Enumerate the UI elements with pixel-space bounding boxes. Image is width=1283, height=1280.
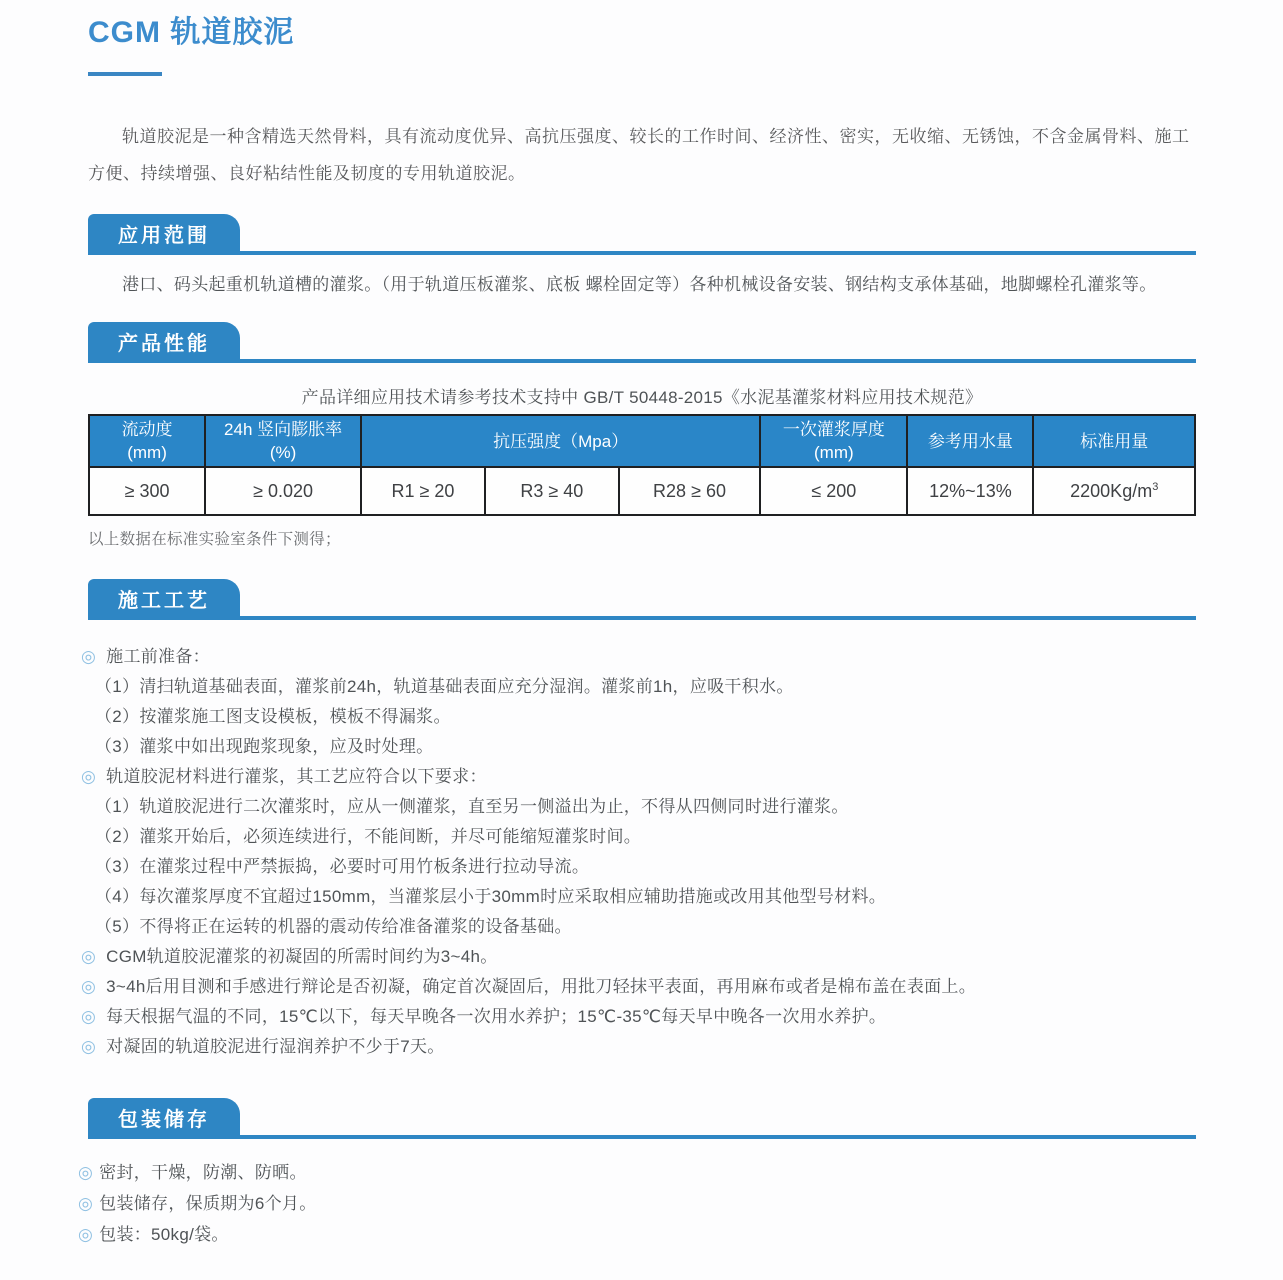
list-item-text: 密封，干燥，防潮、防晒。 [99,1163,307,1182]
list-item-text: 包装储存，保质期为6个月。 [99,1194,317,1213]
bullseye-bullet-icon: ◎ [78,1163,94,1182]
list-item [78,1188,1196,1219]
header-thickness-line1: 一次灌浆厚度 [782,420,885,439]
list-item-text: （1）清扫轨道基础表面，灌浆前24h，轨道基础表面应充分湿润。灌浆前1h，应吸干积水。 [95,677,794,696]
list-item-text: 3~4h后用目测和手感进行辩论是否初凝，确定首次凝固后，用批刀轻抹平表面，再用麻布或者是棉布盖在表面上。 [106,977,977,996]
section-header-construction [88,579,1196,620]
header-dosage: 标准用量 [1033,415,1195,467]
value-thickness: ≤ 200 [760,467,907,515]
list-item [78,1157,1196,1188]
application-text: 港口、码头起重机轨道槽的灌浆。（用于轨道压板灌浆、底板 螺栓固定等）各种机械设备安装、钢结构支承体基础，地脚螺栓孔灌浆等。 [122,275,1157,294]
performance-reference-note: 产品详细应用技术请参考技术支持中 GB/T 50448-2015《水泥基灌浆材料应用技术规范》 [301,388,983,407]
header-compressive-strength: 抗压强度（Mpa） [361,415,760,467]
list-item [81,822,1196,852]
value-flow: ≥ 300 [89,467,205,515]
section-header-application [88,214,1196,255]
header-expansion [205,415,361,467]
title-underline [88,72,162,76]
section-header-performance [88,322,1196,363]
section-tab-construction: 施工工艺 [88,579,240,617]
section-tab-performance: 产品性能 [88,322,240,360]
header-expansion-line2: (%) [269,443,297,462]
value-water: 12%~13% [907,467,1033,515]
list-item-text: （5）不得将正在运转的机器的震动传给准备灌浆的设备基础。 [95,917,572,936]
list-item-text: 每天根据气温的不同，15℃以下，每天早晚各一次用水养护；15℃-35℃每天早中晚各一次用水养护。 [106,1007,887,1026]
header-thickness-line2: (mm) [814,443,854,462]
table-header-row [89,415,1195,467]
list-item [81,1002,1196,1032]
list-item-text: 轨道胶泥材料进行灌浆，其工艺应符合以下要求： [106,767,487,786]
list-item-text: 包装：50kg/袋。 [99,1225,229,1244]
value-expansion: ≥ 0.020 [205,467,361,515]
list-item [81,852,1196,882]
bullseye-bullet-icon: ◎ [81,947,97,966]
construction-list [81,642,1196,1062]
list-item-text: 施工前准备： [106,647,210,666]
list-item [81,882,1196,912]
list-item-text: （2）按灌浆施工图支设模板，模板不得漏浆。 [95,707,451,726]
bullseye-bullet-icon: ◎ [81,1037,97,1056]
packaging-list [78,1157,1196,1250]
value-dosage-base: 2200Kg/m [1070,480,1153,501]
header-water: 参考用水量 [907,415,1033,467]
section-header-packaging [88,1098,1196,1139]
list-item [81,672,1196,702]
list-item [81,972,1196,1002]
section-tab-packaging: 包装储存 [88,1098,240,1136]
performance-table [88,414,1196,516]
page-title: CGM 轨道胶泥 [88,16,295,49]
list-item-text: CGM轨道胶泥灌浆的初凝固的所需时间约为3~4h。 [106,947,498,966]
list-item-text: （1）轨道胶泥进行二次灌浆时，应从一侧灌浆，直至另一侧溢出为止，不得从四侧同时进行灌浆。 [95,797,849,816]
list-item-text: （2）灌浆开始后，必须连续进行，不能间断，并尽可能缩短灌浆时间。 [95,827,642,846]
table-value-row [89,467,1195,515]
value-r28: R28 ≥ 60 [619,467,761,515]
header-flow-line1: 流动度 [121,420,173,439]
list-item [81,912,1196,942]
value-dosage [1033,467,1195,515]
list-item [81,642,1196,672]
list-item [81,702,1196,732]
value-r3: R3 ≥ 40 [485,467,619,515]
bullseye-bullet-icon: ◎ [81,1007,97,1026]
bullseye-bullet-icon: ◎ [81,767,97,786]
list-item [81,732,1196,762]
header-flow [89,415,205,467]
list-item [78,1219,1196,1250]
value-r1: R1 ≥ 20 [361,467,485,515]
list-item [81,1032,1196,1062]
lab-condition-note: 以上数据在标准实验室条件下测得； [88,531,341,548]
list-item [81,942,1196,972]
bullseye-bullet-icon: ◎ [78,1225,94,1244]
list-item-text: （4）每次灌浆厚度不宜超过150mm，当灌浆层小于30mm时应采取相应辅助措施或改用其他型号材料。 [95,887,887,906]
list-item-text: （3）在灌浆过程中严禁振捣，必要时可用竹板条进行拉动导流。 [95,857,590,876]
bullseye-bullet-icon: ◎ [81,977,97,996]
section-tab-application: 应用范围 [88,214,240,252]
header-thickness [760,415,907,467]
bullseye-bullet-icon: ◎ [78,1194,94,1213]
list-item [81,762,1196,792]
list-item-text: （3）灌浆中如出现跑浆现象，应及时处理。 [95,737,434,756]
header-flow-line2: (mm) [127,443,167,462]
list-item-text: 对凝固的轨道胶泥进行湿润养护不少于7天。 [106,1037,445,1056]
value-dosage-superscript: 3 [1152,480,1159,493]
bullseye-bullet-icon: ◎ [81,647,97,666]
header-expansion-line1: 24h 竖向膨胀率 [224,420,343,439]
list-item [81,792,1196,822]
intro-paragraph: 轨道胶泥是一种含精选天然骨料，具有流动度优异、高抗压强度、较长的工作时间、经济性、密实，无收缩、无锈蚀，不含金属骨料、施工方便、持续增强、良好粘结性能及韧度的专用轨道胶泥。 [88,127,1190,183]
